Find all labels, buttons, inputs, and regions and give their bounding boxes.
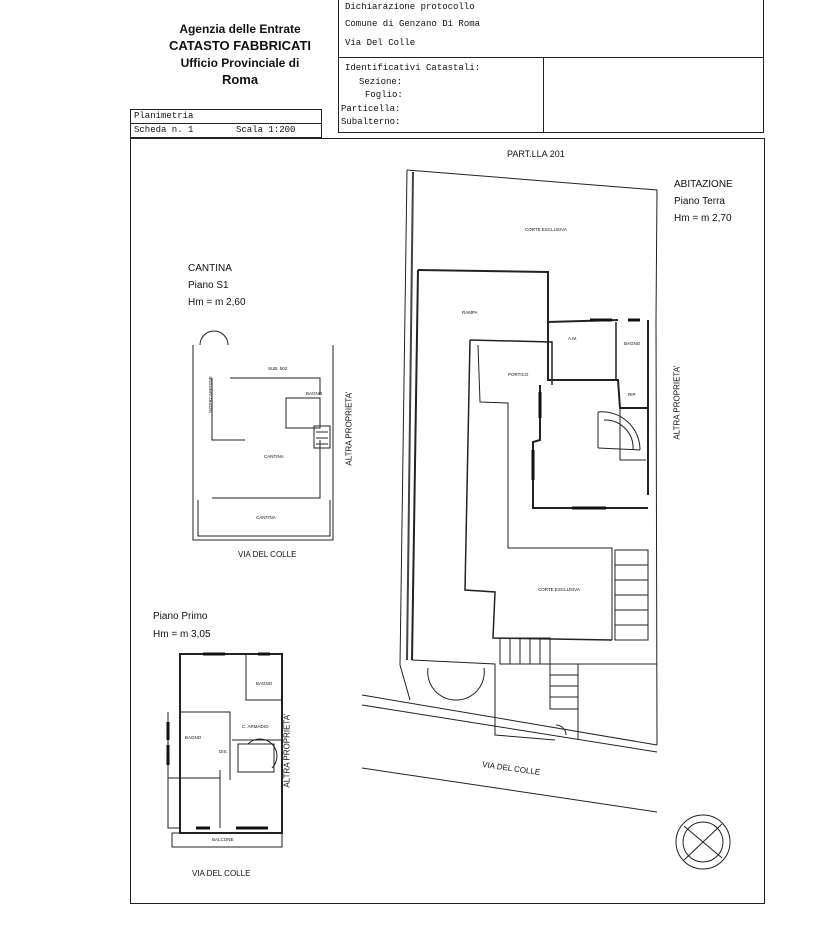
identifier-foglio: Foglio: xyxy=(365,90,403,100)
partlla-label: PART.LLA 201 xyxy=(507,149,565,159)
room-rip: RIP. xyxy=(628,392,637,397)
city-label: Roma xyxy=(221,72,259,87)
altra-proprieta-cantina: ALTRA PROPRIETA' xyxy=(344,391,354,466)
via-del-colle-cantina: VIA DEL COLLE xyxy=(238,550,297,559)
room-bagno-primo-left: BAGNO xyxy=(185,735,202,740)
room-bagno-primo-right: BAGNO xyxy=(256,681,273,686)
planimetria-title: Planimetria xyxy=(134,111,194,121)
protocol-address: Via Del Colle xyxy=(345,38,416,48)
room-cantina-main: CANTINA xyxy=(264,454,284,459)
hm-terra-label: Hm = m 2,70 xyxy=(674,213,732,224)
identifier-sezione: Sezione: xyxy=(359,77,403,87)
cantina-title: CANTINA xyxy=(188,263,232,274)
hm-s1-label: Hm = m 2,60 xyxy=(188,297,246,308)
room-balcone: BALCONE xyxy=(212,837,234,842)
protocol-title: Dichiarazione protocollo xyxy=(345,2,475,12)
room-rampa: RAMPA xyxy=(462,310,478,315)
planimetria-scala: Scala 1:200 xyxy=(236,125,296,135)
room-sub: SUB. 502 xyxy=(268,366,288,371)
room-portico: PORTICO xyxy=(508,372,529,377)
altra-proprieta-primo: ALTRA PROPRIETA' xyxy=(282,713,292,788)
room-c-armadio: C. ARMADIO xyxy=(242,724,269,729)
catasto-title: CATASTO FABBRICATI xyxy=(168,38,312,53)
compass-icon xyxy=(676,815,730,869)
identifier-subalterno: Subalterno: xyxy=(341,117,401,127)
room-intercapedine: INTERCAPEDINE xyxy=(207,376,213,413)
hm-primo-label: Hm = m 3,05 xyxy=(153,629,211,640)
altra-proprieta-terra: ALTRA PROPRIETA' xyxy=(672,365,682,440)
via-del-colle-primo: VIA DEL COLLE xyxy=(192,869,251,878)
room-bagno-cantina: BAGNO xyxy=(306,391,323,396)
room-corte-esclusiva-top: CORTE ESCLUSIVA xyxy=(525,227,567,232)
agency-name: Agenzia delle Entrate xyxy=(179,22,301,36)
abitazione-label: ABITAZIONE xyxy=(674,179,733,190)
room-bagno-terra: BAGNO xyxy=(624,341,641,346)
protocol-comune: Comune di Genzano Di Roma xyxy=(345,19,481,29)
piano-primo-label: Piano Primo xyxy=(153,611,208,622)
piano-terra-label: Piano Terra xyxy=(674,196,725,207)
piano-s1-label: Piano S1 xyxy=(188,280,229,291)
via-del-colle-terra: VIA DEL COLLE xyxy=(481,759,541,778)
room-am: A.M. xyxy=(568,336,578,341)
identifier-particella: Particella: xyxy=(341,104,401,114)
room-cantina-lower: CANTINA xyxy=(256,515,276,520)
office-label: Ufficio Provinciale di xyxy=(180,56,300,70)
room-dis: DIS. xyxy=(219,749,228,754)
identifiers-title: Identificativi Catastali: xyxy=(345,63,481,73)
planimetria-scheda: Scheda n. 1 xyxy=(134,125,194,135)
room-corte-esclusiva-bottom: CORTE ESCLUSIVA xyxy=(538,587,580,592)
